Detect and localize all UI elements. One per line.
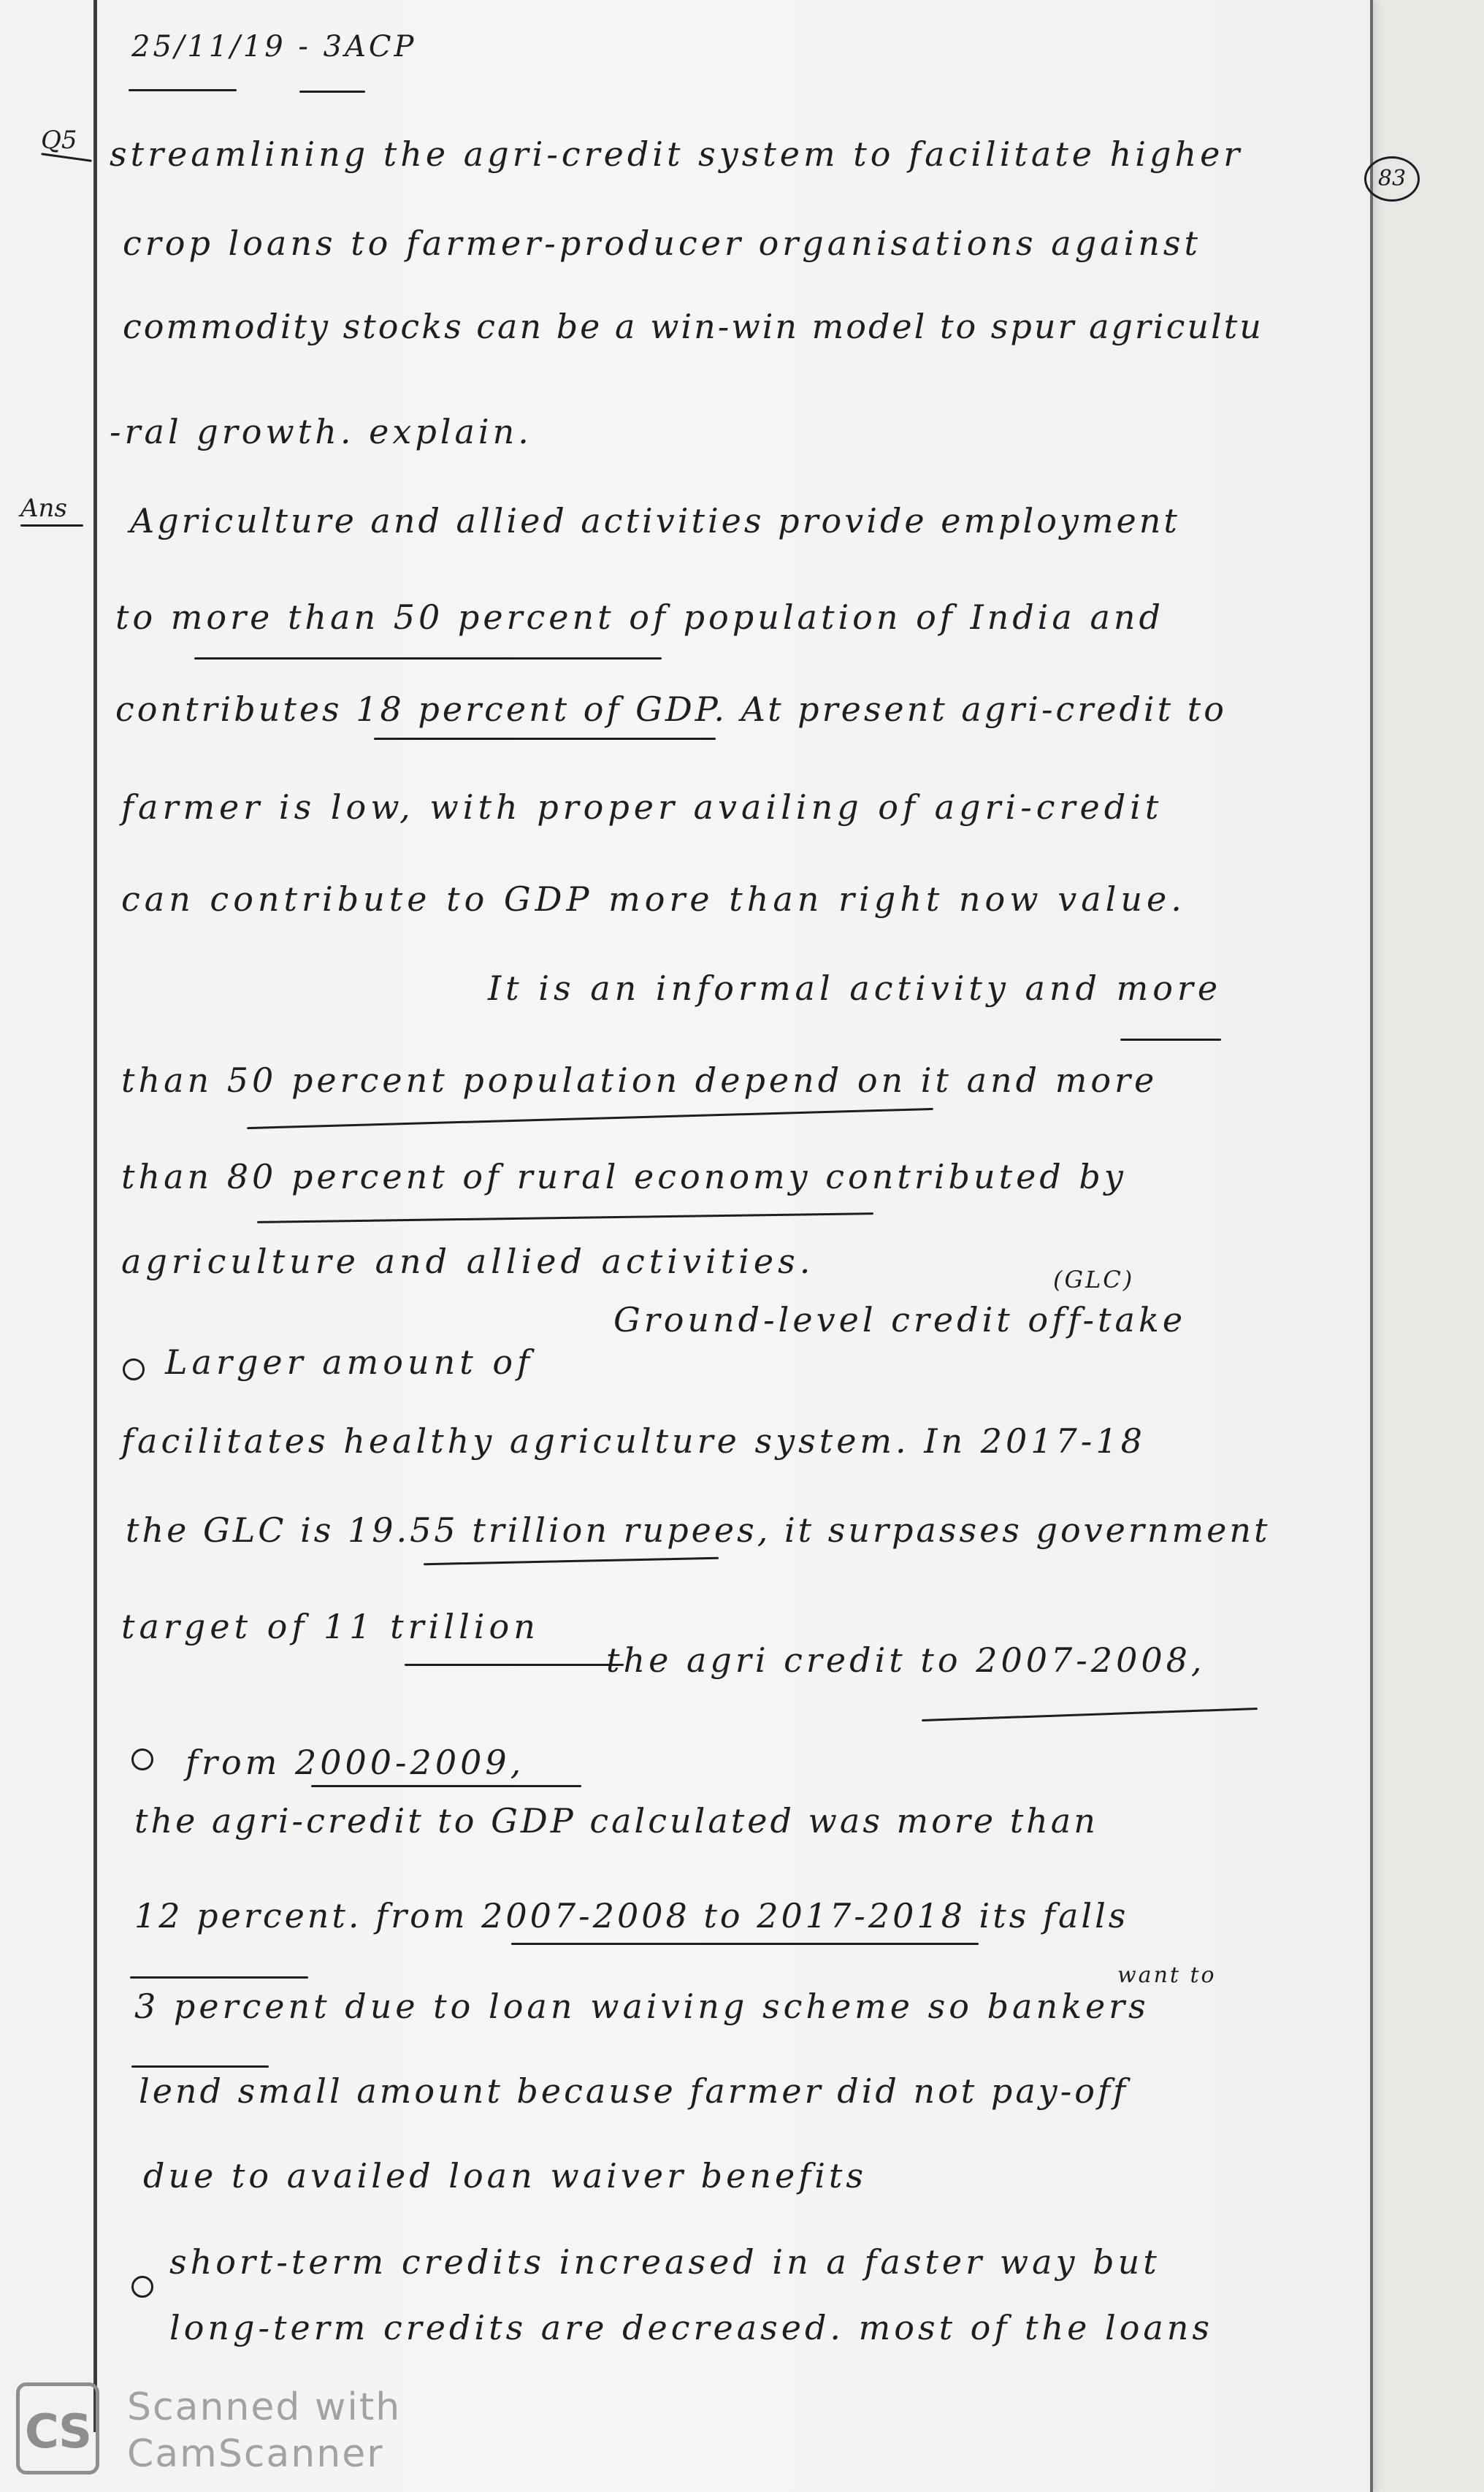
question-line-2: crop loans to farmer-producer organisations against <box>123 223 1202 263</box>
underline-3-percent <box>131 2065 269 2068</box>
point2-line-5: 3 percent due to loan waiving scheme so bankers <box>134 1987 1150 2026</box>
answer-line-3: contributes 18 percent of GDP. At present agri-credit to <box>115 689 1227 729</box>
question-line-1: streamlining the agri-credit system to facilitate higher <box>110 134 1244 174</box>
date-underline-2 <box>299 91 365 93</box>
underline-2000-2009 <box>311 1785 581 1787</box>
underline-50-percent <box>194 657 662 660</box>
point3-line-2: long-term credits are decreased. most of the loans <box>169 2308 1214 2347</box>
answer-label-underline <box>20 524 83 527</box>
point2-line-2: from 2000-2009, <box>186 1743 525 1782</box>
question-label: Q5 <box>41 126 77 155</box>
bullet-point-2 <box>131 1748 153 1770</box>
camscanner-logo: CS <box>16 2382 99 2474</box>
point1-line-1: Ground-level credit off-take <box>613 1300 1187 1339</box>
question-line-3: commodity stocks can be a win-win model to spur agricultu <box>123 307 1263 346</box>
answer-line-6: It is an informal activity and more <box>488 968 1223 1008</box>
point3-line-1: short-term credits increased in a faster way but <box>169 2242 1160 2282</box>
underline-rural-economy <box>257 1212 873 1223</box>
underline-11-trillion <box>405 1664 624 1666</box>
watermark-line-1: Scanned with <box>127 2385 402 2429</box>
bullet-point-1 <box>123 1358 145 1380</box>
date-underline <box>129 89 237 91</box>
answer-line-8: than 80 percent of rural economy contributed by <box>121 1157 1127 1196</box>
answer-line-7: than 50 percent population depend on it and more <box>121 1060 1158 1100</box>
page-edge <box>1370 0 1373 2492</box>
point1-line-4: the GLC is 19.55 trillion rupees, it surpasses government <box>126 1510 1271 1550</box>
point1-line-5: target of 11 trillion <box>121 1607 540 1646</box>
answer-label: Ans <box>20 494 67 523</box>
answer-line-2: to more than 50 percent of population of India and <box>115 597 1164 637</box>
point1-line-2: Larger amount of <box>165 1342 535 1382</box>
underline-2007-2018 <box>511 1943 979 1945</box>
underline-more <box>1120 1039 1221 1041</box>
page-number: 83 <box>1364 156 1420 202</box>
point2-line-4: 12 percent. from 2007-2008 to 2017-2018 its falls <box>134 1896 1129 1935</box>
point2-line-3: the agri-credit to GDP calculated was more than <box>134 1801 1098 1841</box>
date-code: 25/11/19 - 3ACP <box>131 30 417 64</box>
glc-superscript: (GLC) <box>1053 1266 1135 1293</box>
point2-line-6: lend small amount because farmer did not pay-off <box>139 2071 1129 2111</box>
point2-line-7: due to availed loan waiver benefits <box>143 2156 868 2195</box>
underline-12-percent <box>130 1976 308 1979</box>
margin-line <box>93 0 97 2432</box>
want-to-note: want to <box>1117 1962 1217 1988</box>
answer-line-9: agriculture and allied activities. <box>121 1242 815 1281</box>
underline-2007-2008 <box>922 1708 1258 1721</box>
answer-line-4: farmer is low, with proper availing of agri-credit <box>121 787 1163 827</box>
point2-line-1: the agri credit to 2007-2008, <box>606 1640 1206 1680</box>
underline-population <box>247 1108 933 1129</box>
underline-19-55 <box>424 1557 719 1565</box>
point1-line-3: facilitates healthy agriculture system. In 2017-18 <box>121 1421 1146 1461</box>
answer-line-1: Agriculture and allied activities provide employment <box>130 501 1180 540</box>
underline-18-percent <box>374 738 716 740</box>
answer-line-5: can contribute to GDP more than right now value. <box>121 879 1186 919</box>
question-line-4: -ral growth. explain. <box>110 412 532 451</box>
bullet-point-3 <box>131 2276 153 2298</box>
watermark-line-2: CamScanner <box>127 2432 384 2476</box>
